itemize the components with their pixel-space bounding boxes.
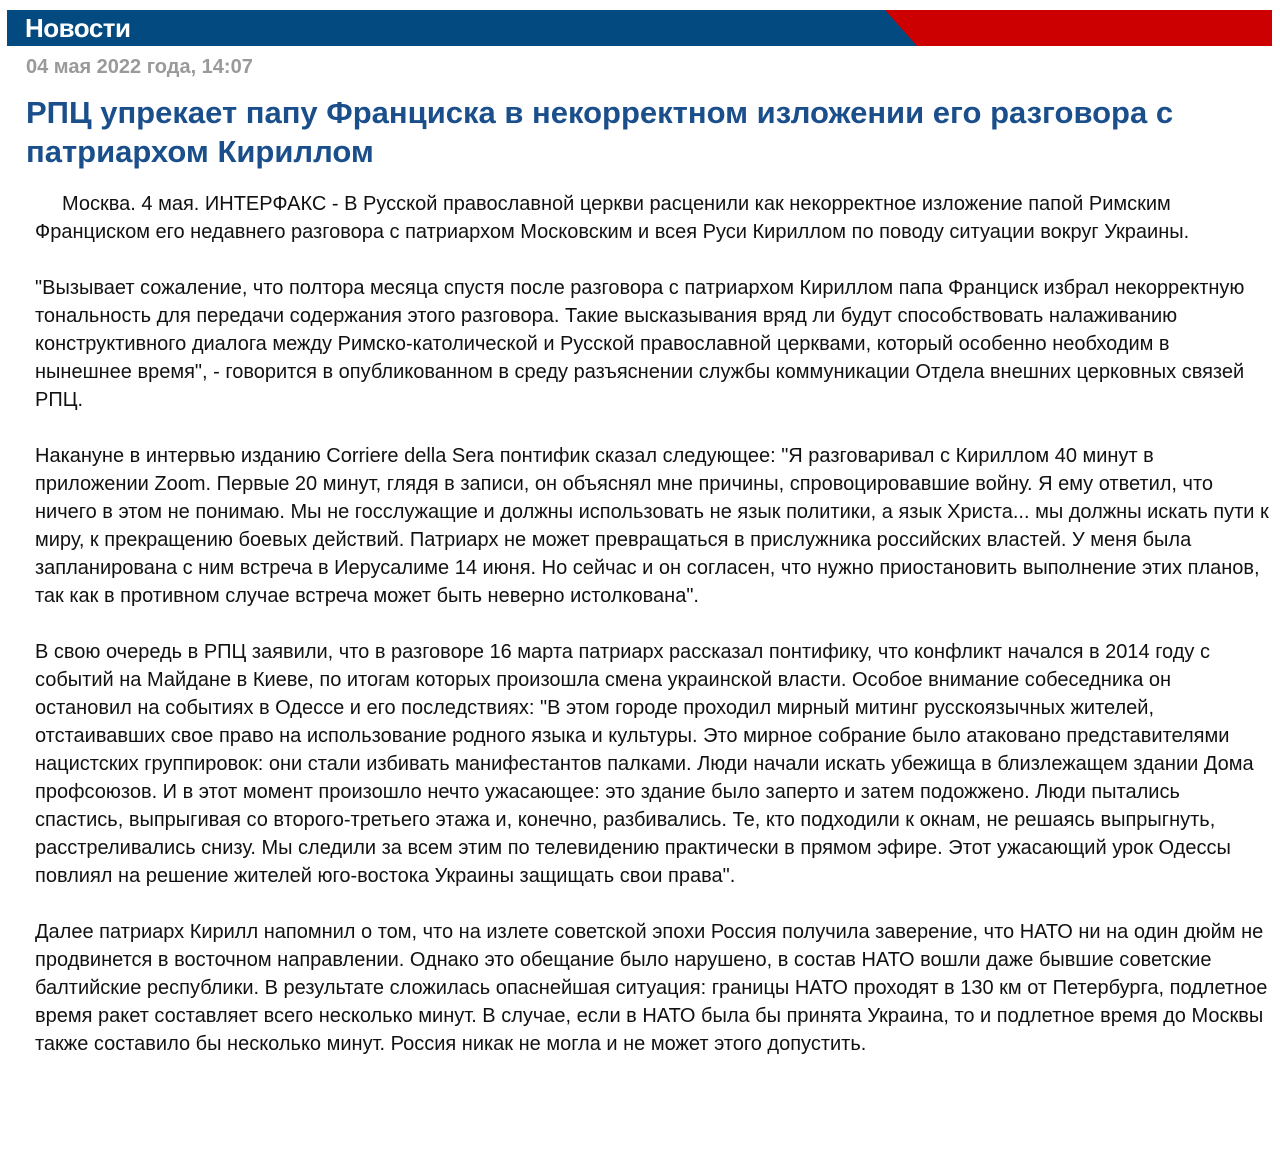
article-paragraph: В свою очередь в РПЦ заявили, что в разговоре 16 марта патриарх рассказал понтифику, что конфликт начался в 2014 году с событий на Майдане в Киеве, по итогам которых произошла смена украинской власти. Особое внимание собеседника он остановил на событиях в Одессе и его последствиях: "В этом городе проходил мирный митинг русскоязычных жителей, отстаивавших свое право на использование родного языка и культуры. Это мирное собрание было атаковано представителями нацистских группировок: они стали избивать манифестантов палками. Люди начали искать убежища в близлежащем здании Дома профсоюзов. И в этот момент произошло нечто ужасающее: это здание было заперто и затем подожжено. Люди пытались спастись, выпрыгивая со второго-третьего этажа и, конечно, разбивались. Те, кто подходили к окнам, не решаясь выпрыгнуть, расстреливались снизу. Мы следили за всем этим по телевидению практически в прямом эфире. Этот ужасающий урок Одессы повлиял на решение жителей юго-востока Украины защищать свои права".: [35, 641, 1254, 887]
article-paragraph: Накануне в интервью изданию Corriere della Sera понтифик сказал следующее: "Я разговаривал с Кириллом 40 минут в приложении Zoom. Первые 20 минут, глядя в записи, он объяснял мне причины, спровоцировавшие войну. Я ему ответил, что ничего в этом не понимаю. Мы не госслужащие и должны использовать не язык политики, а язык Христа... мы должны искать пути к миру, к прекращению боевых действий. Патриарх не может превращаться в прислужника российских властей. У меня была запланирована с ним встреча в Иерусалиме 14 июня. Но сейчас и он согласен, что нужно приостановить выполнение этих планов, так как в противном случае встреча может быть неверно истолкована".: [35, 445, 1269, 607]
article-title: РПЦ упрекает папу Франциска в некорректном изложении его разговора с патриархом Кириллом: [26, 95, 1174, 169]
article-paragraph: "Вызывает сожаление, что полтора месяца спустя после разговора с патриархом Кириллом папа Франциск избрал некорректную тональность для передачи содержания этого разговора. Такие высказывания вряд ли будут способствовать налаживанию конструктивного диалога между Римско-католической и Русской православной церквами, который особенно необходим в нынешнее время", - говорится в опубликованном в среду разъяснении службы коммуникации Отдела внешних церковных связей РПЦ.: [35, 277, 1245, 411]
section-title: Новости: [25, 13, 131, 43]
section-header-bar: [7, 10, 1272, 46]
header-red-accent: [877, 10, 1272, 46]
article-date: 04 мая 2022 года, 14:07: [26, 56, 253, 78]
article-paragraph: Далее патриарх Кирилл напомнил о том, что на излете советской эпохи Россия получила заверение, что НАТО ни на один дюйм не продвинется в восточном направлении. Однако это обещание было нарушено, в состав НАТО вошли даже бывшие советские балтийские республики. В результате сложилась опаснейшая ситуация: границы НАТО проходят в 130 км от Петербурга, подлетное время ракет составляет всего несколько минут. В случае, если в НАТО была бы принята Украина, то и подлетное время до Москвы также составило бы несколько минут. Россия никак не могла и не может этого допустить.: [35, 921, 1268, 1055]
article-paragraph: Москва. 4 мая. ИНТЕРФАКС - В Русской православной церкви расценили как некорректное изложение папой Римским Франциском его недавнего разговора с патриархом Московским и всея Руси Кириллом по поводу ситуации вокруг Украины.: [35, 193, 1190, 243]
article-body: [35, 190, 1271, 1086]
